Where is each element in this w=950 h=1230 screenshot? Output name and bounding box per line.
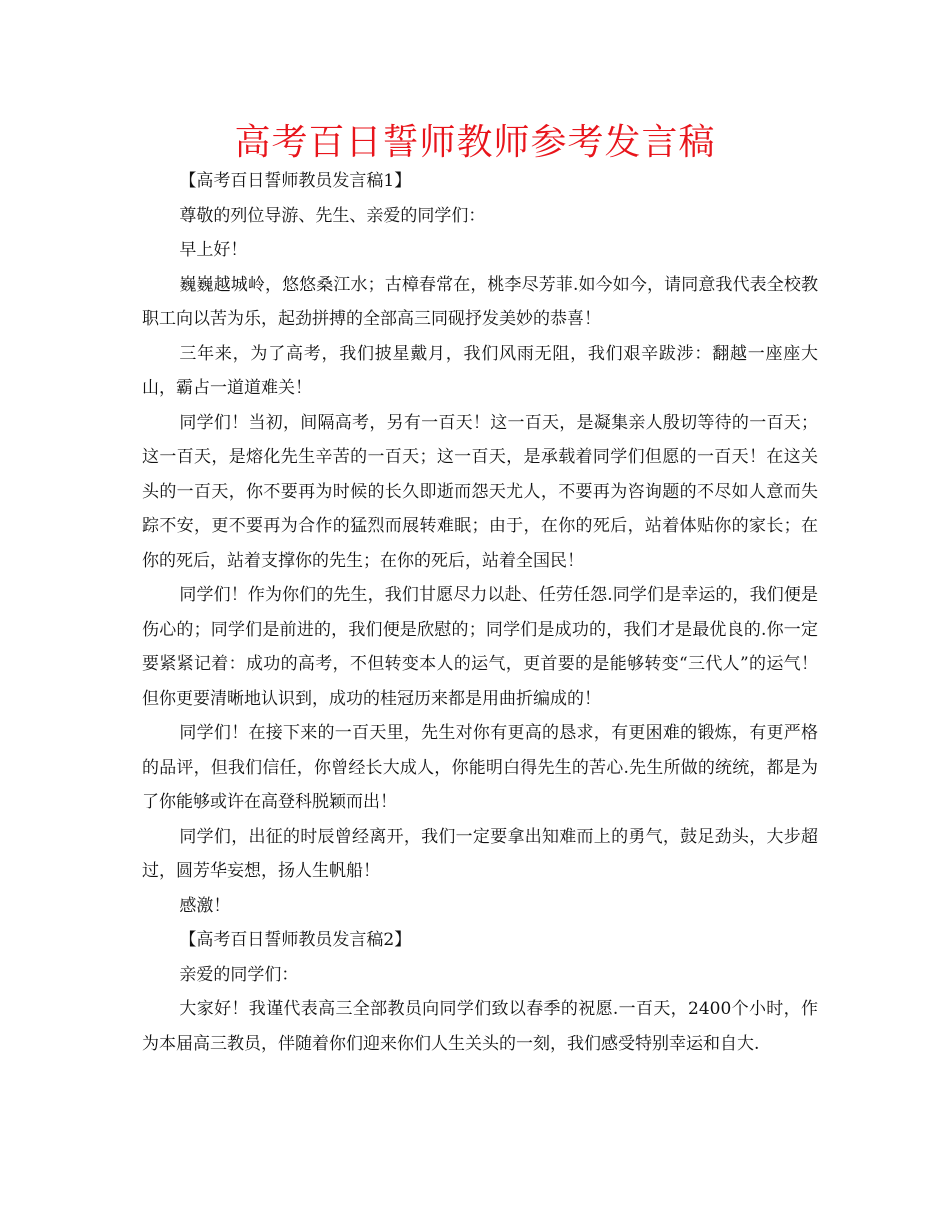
paragraph: 同学们，出征的时辰曾经离开，我们一定要拿出知难而上的勇气，鼓足劲头，大步超过，圆芳华妄想，扬人生帆船！ bbox=[142, 826, 818, 881]
document-body bbox=[142, 164, 818, 1061]
paragraph: 同学们！作为你们的先生，我们甘愿尽力以赴、任劳任怨.同学们是幸运的，我们便是伤心的；同学们是前进的，我们便是欣慰的；同学们是成功的，我们才是最优良的.你一定要紧紧记着：成功的高考，不但转变本人的运气，更首要的是能够转变“三代人”的运气！但你更要清晰地认识到，成功的桂冠历来都是用曲折编成的！ bbox=[142, 585, 818, 709]
paragraph: 同学们！在接下来的一百天里，先生对你有更高的恳求，有更困难的锻炼，有更严格的品评，但我们信任，你曾经长大成人，你能明白得先生的苦心.先生所做的统统，都是为了你能够或许在高登科脱颖而出！ bbox=[142, 723, 818, 812]
paragraph-salutation: 尊敬的列位导游、先生、亲爱的同学们： bbox=[179, 205, 486, 226]
paragraph: 大家好！我谨代表高三全部教员向同学们致以春季的祝愿.一百天，2400个小时，作为本届高三教员，伴随着你们迎来你们人生关头的一刻，我们感受特别幸运和自大. bbox=[142, 999, 818, 1054]
paragraph: 同学们！当初，间隔高考，另有一百天！这一百天，是凝集亲人殷切等待的一百天；这一百天，是熔化先生辛苦的一百天；这一百天，是承载着同学们但愿的一百天！在这关头的一百天，你不要再为时候的长久即逝而怨天尤人，不要再为咨询题的不尽如人意而失踪不安，更不要再为合作的猛烈而展转难眠；由于，在你的死后，站着体贴你的家长；在你的死后，站着支撑你的先生；在你的死后，站着全国民！ bbox=[142, 412, 818, 571]
paragraph-greeting: 早上好！ bbox=[179, 240, 248, 260]
document-title: 高考百日誓师教师参考发言稿 bbox=[234, 122, 716, 163]
paragraph-salutation: 亲爱的同学们： bbox=[179, 964, 299, 985]
paragraph: 巍巍越城岭，悠悠桑江水；古樟春常在，桃李尽芳菲.如今如今，请同意我代表全校教职工向以苦为乐，起劲拼搏的全部高三同砚抒发美妙的恭喜！ bbox=[142, 274, 818, 329]
paragraph: 三年来，为了高考，我们披星戴月，我们风雨无阻，我们艰辛跋涉：翻越一座座大山，霸占一道道难关！ bbox=[142, 343, 818, 398]
section-heading-2: 【高考百日誓师教员发言稿2】 bbox=[179, 930, 412, 950]
section-heading-1: 【高考百日誓师教员发言稿1】 bbox=[179, 171, 412, 191]
paragraph-thanks: 感激！ bbox=[179, 895, 231, 916]
